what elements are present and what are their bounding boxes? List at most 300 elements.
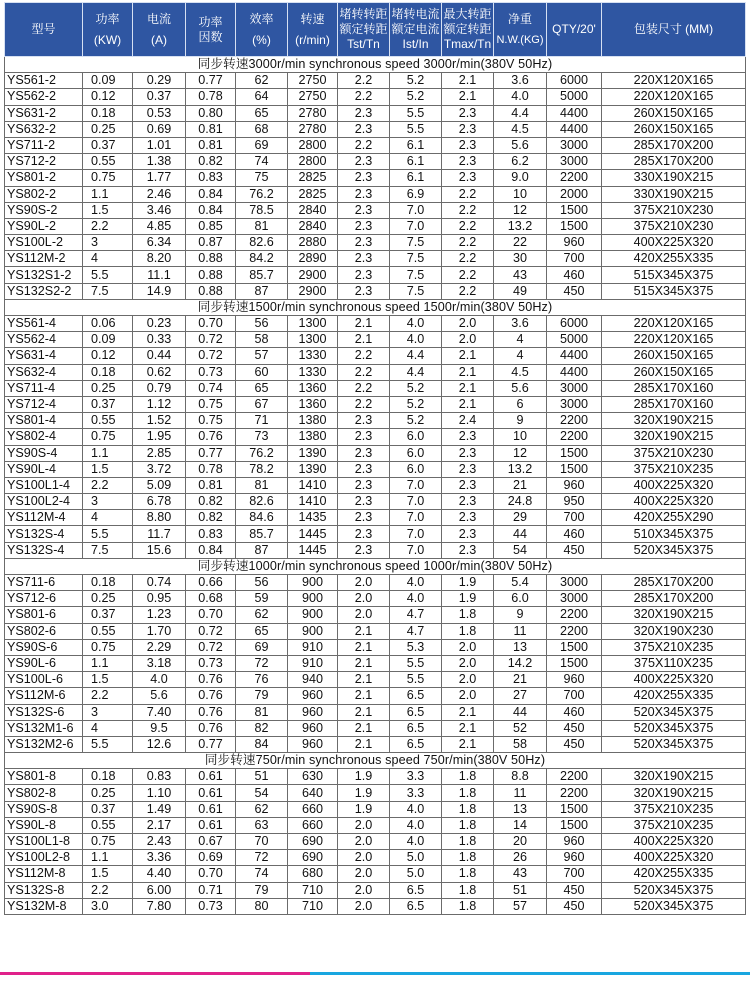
table-cell: 49 [494,283,547,299]
table-cell: 1.5 [83,866,133,882]
table-cell: 2.1 [442,73,494,89]
table-cell: 0.67 [186,834,236,850]
table-cell: 21 [494,477,547,493]
table-cell: YS100L1-4 [5,477,83,493]
table-cell: 56 [236,575,288,591]
table-cell: YS631-4 [5,348,83,364]
table-cell: 74 [236,866,288,882]
table-cell: 1.8 [442,834,494,850]
table-cell: 285X170X200 [602,591,746,607]
table-cell: 1.8 [442,785,494,801]
table-cell: 510X345X375 [602,526,746,542]
table-cell: YS112M-2 [5,251,83,267]
table-cell: 2200 [547,429,602,445]
table-cell: 2.3 [338,477,390,493]
table-cell: 5.09 [133,477,186,493]
table-cell: 5.4 [494,575,547,591]
table-cell: 320X190X230 [602,623,746,639]
table-cell: 10 [494,429,547,445]
table-cell: 0.37 [83,801,133,817]
table-cell: 2.0 [338,850,390,866]
table-cell: 7.0 [390,526,442,542]
table-cell: 2.3 [442,170,494,186]
table-cell: 62 [236,801,288,817]
table-cell: 2.3 [442,137,494,153]
table-cell: 4400 [547,121,602,137]
table-cell: YS561-4 [5,316,83,332]
table-cell: 960 [547,834,602,850]
table-cell: 375X210X235 [602,817,746,833]
table-cell: 2.3 [442,429,494,445]
table-cell: 375X210X235 [602,461,746,477]
table-cell: 0.85 [186,218,236,234]
table-cell: 2200 [547,785,602,801]
table-cell: YS100L2-4 [5,494,83,510]
table-cell: 4.40 [133,866,186,882]
table-cell: 74 [236,154,288,170]
table-cell: YS100L-2 [5,235,83,251]
table-cell: 0.88 [186,251,236,267]
table-cell: 6.5 [390,704,442,720]
table-cell: 2.2 [442,283,494,299]
table-cell: YS132S-4 [5,526,83,542]
table-row [5,73,746,89]
table-cell: 78.2 [236,461,288,477]
table-cell: YS100L1-8 [5,834,83,850]
table-cell: 58 [236,332,288,348]
table-row [5,542,746,558]
table-cell: 63 [236,817,288,833]
table-cell: 0.88 [186,283,236,299]
table-cell: 690 [288,850,338,866]
header-net-weight: 净重 N.W.(KG) [494,3,547,57]
table-cell: 1.8 [442,769,494,785]
table-row [5,655,746,671]
table-cell: 520X345X375 [602,542,746,558]
table-cell: 2.0 [442,639,494,655]
table-cell: 4.0 [390,332,442,348]
table-cell: 2.0 [338,575,390,591]
table-cell: 2750 [288,73,338,89]
table-cell: 630 [288,769,338,785]
table-cell: 5.5 [83,526,133,542]
table-cell: YS712-2 [5,154,83,170]
table-cell: 400X225X320 [602,850,746,866]
table-cell: 44 [494,704,547,720]
table-cell: 5.5 [390,655,442,671]
table-cell: 2.3 [338,413,390,429]
table-cell: 450 [547,720,602,736]
table-cell: 7.0 [390,218,442,234]
table-cell: 5.2 [390,396,442,412]
table-cell: 2.3 [338,510,390,526]
table-cell: 15.6 [133,542,186,558]
table-cell: 4 [494,332,547,348]
header-qty: QTY/20' [547,3,602,57]
table-row [5,396,746,412]
table-cell: 0.72 [186,348,236,364]
table-cell: 11 [494,785,547,801]
header-package-size: 包装尺寸 (MM) [602,3,746,57]
table-cell: 2.3 [338,542,390,558]
table-cell: 22 [494,235,547,251]
section-header-row [5,299,746,315]
table-cell: 72 [236,850,288,866]
table-cell: 0.66 [186,575,236,591]
table-cell: 4 [494,348,547,364]
table-cell: 87 [236,283,288,299]
table-cell: 4 [83,510,133,526]
table-cell: YS802-4 [5,429,83,445]
table-cell: 0.75 [83,429,133,445]
section-title: 同步转速3000r/min synchronous speed 3000r/min(380V 50Hz) [5,57,746,73]
table-cell: 0.82 [186,494,236,510]
table-cell: 2.3 [338,494,390,510]
table-cell: 2.0 [338,834,390,850]
footer-bar-cyan [310,972,750,975]
table-cell: 1.9 [338,801,390,817]
table-cell: 0.88 [186,267,236,283]
spec-sheet [4,2,745,915]
table-cell: 2825 [288,170,338,186]
table-cell: 0.18 [83,575,133,591]
table-cell: 4.4 [390,348,442,364]
table-cell: 2.46 [133,186,186,202]
table-cell: 375X210X235 [602,801,746,817]
table-cell: 900 [288,591,338,607]
table-cell: 5000 [547,89,602,105]
table-cell: 2.4 [442,413,494,429]
table-cell: 6.1 [390,137,442,153]
table-cell: 0.72 [186,639,236,655]
table-cell: YS801-8 [5,769,83,785]
table-cell: 4.0 [390,817,442,833]
table-cell: 12 [494,445,547,461]
table-cell: 0.81 [186,121,236,137]
table-cell: 2.2 [338,380,390,396]
table-cell: 4400 [547,105,602,121]
table-cell: 80 [236,898,288,914]
table-cell: YS90S-8 [5,801,83,817]
table-cell: 0.74 [133,575,186,591]
table-cell: 0.25 [83,380,133,396]
table-cell: 0.55 [83,154,133,170]
table-row [5,575,746,591]
table-cell: 4 [83,251,133,267]
table-row [5,218,746,234]
table-cell: 26 [494,850,547,866]
table-cell: 1.8 [442,850,494,866]
table-cell: 700 [547,510,602,526]
table-cell: 0.44 [133,348,186,364]
table-cell: 85.7 [236,526,288,542]
table-cell: 6.5 [390,720,442,736]
table-cell: 0.37 [133,89,186,105]
table-cell: 700 [547,866,602,882]
table-cell: 0.61 [186,817,236,833]
table-cell: 0.12 [83,348,133,364]
table-cell: 1.1 [83,186,133,202]
table-cell: YS712-6 [5,591,83,607]
table-cell: 260X150X165 [602,121,746,137]
table-cell: 2200 [547,623,602,639]
table-cell: 44 [494,526,547,542]
table-row [5,461,746,477]
table-cell: 4.5 [494,121,547,137]
table-cell: YS801-6 [5,607,83,623]
table-cell: 52 [494,720,547,736]
table-cell: 1.8 [442,607,494,623]
table-cell: 2.1 [442,364,494,380]
table-cell: 4.85 [133,218,186,234]
table-cell: 57 [236,348,288,364]
table-cell: 320X190X215 [602,785,746,801]
table-cell: 6.5 [390,688,442,704]
table-cell: 320X190X215 [602,413,746,429]
table-row [5,834,746,850]
table-cell: 0.53 [133,105,186,121]
table-cell: 1500 [547,202,602,218]
table-cell: YS90S-2 [5,202,83,218]
table-cell: 3.18 [133,655,186,671]
table-cell: 0.75 [186,413,236,429]
table-cell: 51 [494,882,547,898]
table-cell: 0.33 [133,332,186,348]
table-cell: 4.0 [494,89,547,105]
table-cell: 680 [288,866,338,882]
table-cell: 7.5 [390,267,442,283]
table-cell: 0.25 [83,785,133,801]
table-cell: 2.2 [442,235,494,251]
header-efficiency: 效率 (%) [236,3,288,57]
section-title: 同步转速1500r/min synchronous speed 1500r/min(380V 50Hz) [5,299,746,315]
table-cell: 900 [288,575,338,591]
table-cell: 59 [236,591,288,607]
table-cell: 7.5 [83,283,133,299]
table-cell: 2.0 [442,332,494,348]
table-cell: 0.12 [83,89,133,105]
table-cell: 2.1 [338,332,390,348]
table-cell: 220X120X165 [602,89,746,105]
table-cell: 2.43 [133,834,186,850]
table-cell: 700 [547,251,602,267]
table-cell: 6.34 [133,235,186,251]
table-cell: 2000 [547,186,602,202]
table-cell: YS711-2 [5,137,83,153]
table-cell: 9 [494,413,547,429]
table-cell: 2.3 [442,477,494,493]
table-cell: 910 [288,639,338,655]
table-cell: 2.1 [338,720,390,736]
table-cell: 2.2 [83,218,133,234]
table-cell: 3.6 [494,316,547,332]
table-cell: 8.20 [133,251,186,267]
table-cell: YS90L-2 [5,218,83,234]
table-cell: 6.0 [390,445,442,461]
table-row [5,186,746,202]
table-cell: 1.5 [83,202,133,218]
header-speed: 转速 (r/min) [288,3,338,57]
table-cell: 3 [83,704,133,720]
table-cell: 3.3 [390,785,442,801]
header-locked-torque-ratio: 堵转转距 额定转距 Tst/Tn [338,3,390,57]
table-cell: 5.5 [83,267,133,283]
header-power-factor: 功率 因数 [186,3,236,57]
table-cell: 7.40 [133,704,186,720]
table-cell: 43 [494,866,547,882]
table-cell: 2890 [288,251,338,267]
table-row [5,251,746,267]
table-cell: 0.18 [83,364,133,380]
table-cell: 0.37 [83,396,133,412]
table-cell: YS132S-4 [5,542,83,558]
table-cell: 0.29 [133,73,186,89]
table-cell: 2.3 [338,429,390,445]
table-cell: 0.75 [186,396,236,412]
table-cell: 3.72 [133,461,186,477]
table-row [5,413,746,429]
table-cell: 75 [236,170,288,186]
table-cell: 2.1 [338,639,390,655]
table-cell: 2.2 [338,73,390,89]
table-cell: 420X255X335 [602,866,746,882]
table-cell: 3 [83,235,133,251]
table-cell: 2900 [288,283,338,299]
table-cell: 0.18 [83,769,133,785]
table-cell: 1.49 [133,801,186,817]
table-cell: 1330 [288,348,338,364]
table-cell: 1.9 [338,769,390,785]
table-cell: 0.37 [83,607,133,623]
table-cell: 1.23 [133,607,186,623]
table-cell: 1300 [288,332,338,348]
table-cell: 6.0 [494,591,547,607]
table-cell: 7.5 [390,251,442,267]
table-cell: 2.1 [442,348,494,364]
table-cell: YS802-6 [5,623,83,639]
table-cell: 400X225X320 [602,672,746,688]
table-cell: 660 [288,801,338,817]
table-cell: 9.0 [494,170,547,186]
table-cell: 1360 [288,380,338,396]
table-cell: 0.68 [186,591,236,607]
table-cell: 4.0 [133,672,186,688]
table-cell: 520X345X375 [602,720,746,736]
table-cell: 520X345X375 [602,882,746,898]
table-cell: 2.3 [338,202,390,218]
table-cell: 660 [288,817,338,833]
table-cell: YS90S-4 [5,445,83,461]
table-cell: 0.55 [83,817,133,833]
table-cell: 960 [288,704,338,720]
table-cell: 0.82 [186,510,236,526]
table-cell: 60 [236,364,288,380]
table-cell: 2.3 [442,121,494,137]
table-cell: 82 [236,720,288,736]
table-cell: YS90L-8 [5,817,83,833]
header-power: 功率 (KW) [83,3,133,57]
table-cell: 30 [494,251,547,267]
section-title: 同步转速750r/min synchronous speed 750r/min(380V 50Hz) [5,753,746,769]
table-cell: 0.25 [83,591,133,607]
table-cell: 0.81 [186,137,236,153]
table-cell: 0.80 [186,105,236,121]
table-row [5,769,746,785]
table-cell: YS100L2-8 [5,850,83,866]
table-cell: 4.4 [494,105,547,121]
table-cell: 3000 [547,137,602,153]
section-header-row [5,753,746,769]
table-cell: 900 [288,623,338,639]
table-cell: 0.76 [186,704,236,720]
table-cell: 1380 [288,413,338,429]
table-cell: 960 [288,736,338,752]
table-cell: 0.87 [186,235,236,251]
table-cell: YS802-8 [5,785,83,801]
table-cell: 2.2 [442,267,494,283]
table-row [5,898,746,914]
table-cell: 910 [288,655,338,671]
table-cell: 710 [288,882,338,898]
table-cell: 5.2 [390,89,442,105]
table-row [5,623,746,639]
table-cell: 7.5 [83,542,133,558]
table-cell: 2.3 [338,526,390,542]
table-cell: 5.5 [390,672,442,688]
table-cell: 2.1 [442,396,494,412]
table-cell: YS801-4 [5,413,83,429]
table-row [5,235,746,251]
table-cell: YS132S-8 [5,882,83,898]
table-cell: 2.3 [338,267,390,283]
table-cell: 2780 [288,105,338,121]
table-cell: 0.73 [186,364,236,380]
table-cell: YS711-6 [5,575,83,591]
table-cell: 5.3 [390,639,442,655]
table-cell: 375X210X235 [602,639,746,655]
table-cell: 1.5 [83,461,133,477]
header-locked-current-ratio: 堵转电流 额定电流 Ist/In [390,3,442,57]
table-cell: 0.69 [186,850,236,866]
table-cell: 0.77 [186,736,236,752]
table-cell: 1.8 [442,817,494,833]
table-cell: 460 [547,704,602,720]
table-cell: 2.0 [338,898,390,914]
table-cell: 1500 [547,655,602,671]
table-cell: 82.6 [236,494,288,510]
table-cell: 2.1 [338,672,390,688]
table-cell: 6.5 [390,882,442,898]
table-cell: 79 [236,882,288,898]
table-cell: 515X345X375 [602,283,746,299]
table-cell: 2750 [288,89,338,105]
table-cell: 3000 [547,396,602,412]
table-cell: 21 [494,672,547,688]
table-cell: 0.18 [83,105,133,121]
table-cell: 260X150X165 [602,348,746,364]
table-row [5,170,746,186]
table-cell: 220X120X165 [602,73,746,89]
table-cell: YS632-2 [5,121,83,137]
table-cell: 420X255X290 [602,510,746,526]
table-cell: 320X190X215 [602,769,746,785]
table-cell: 400X225X320 [602,235,746,251]
table-cell: 6000 [547,73,602,89]
table-cell: 6000 [547,316,602,332]
table-cell: 1390 [288,461,338,477]
table-cell: 0.79 [133,380,186,396]
table-cell: 0.09 [83,73,133,89]
